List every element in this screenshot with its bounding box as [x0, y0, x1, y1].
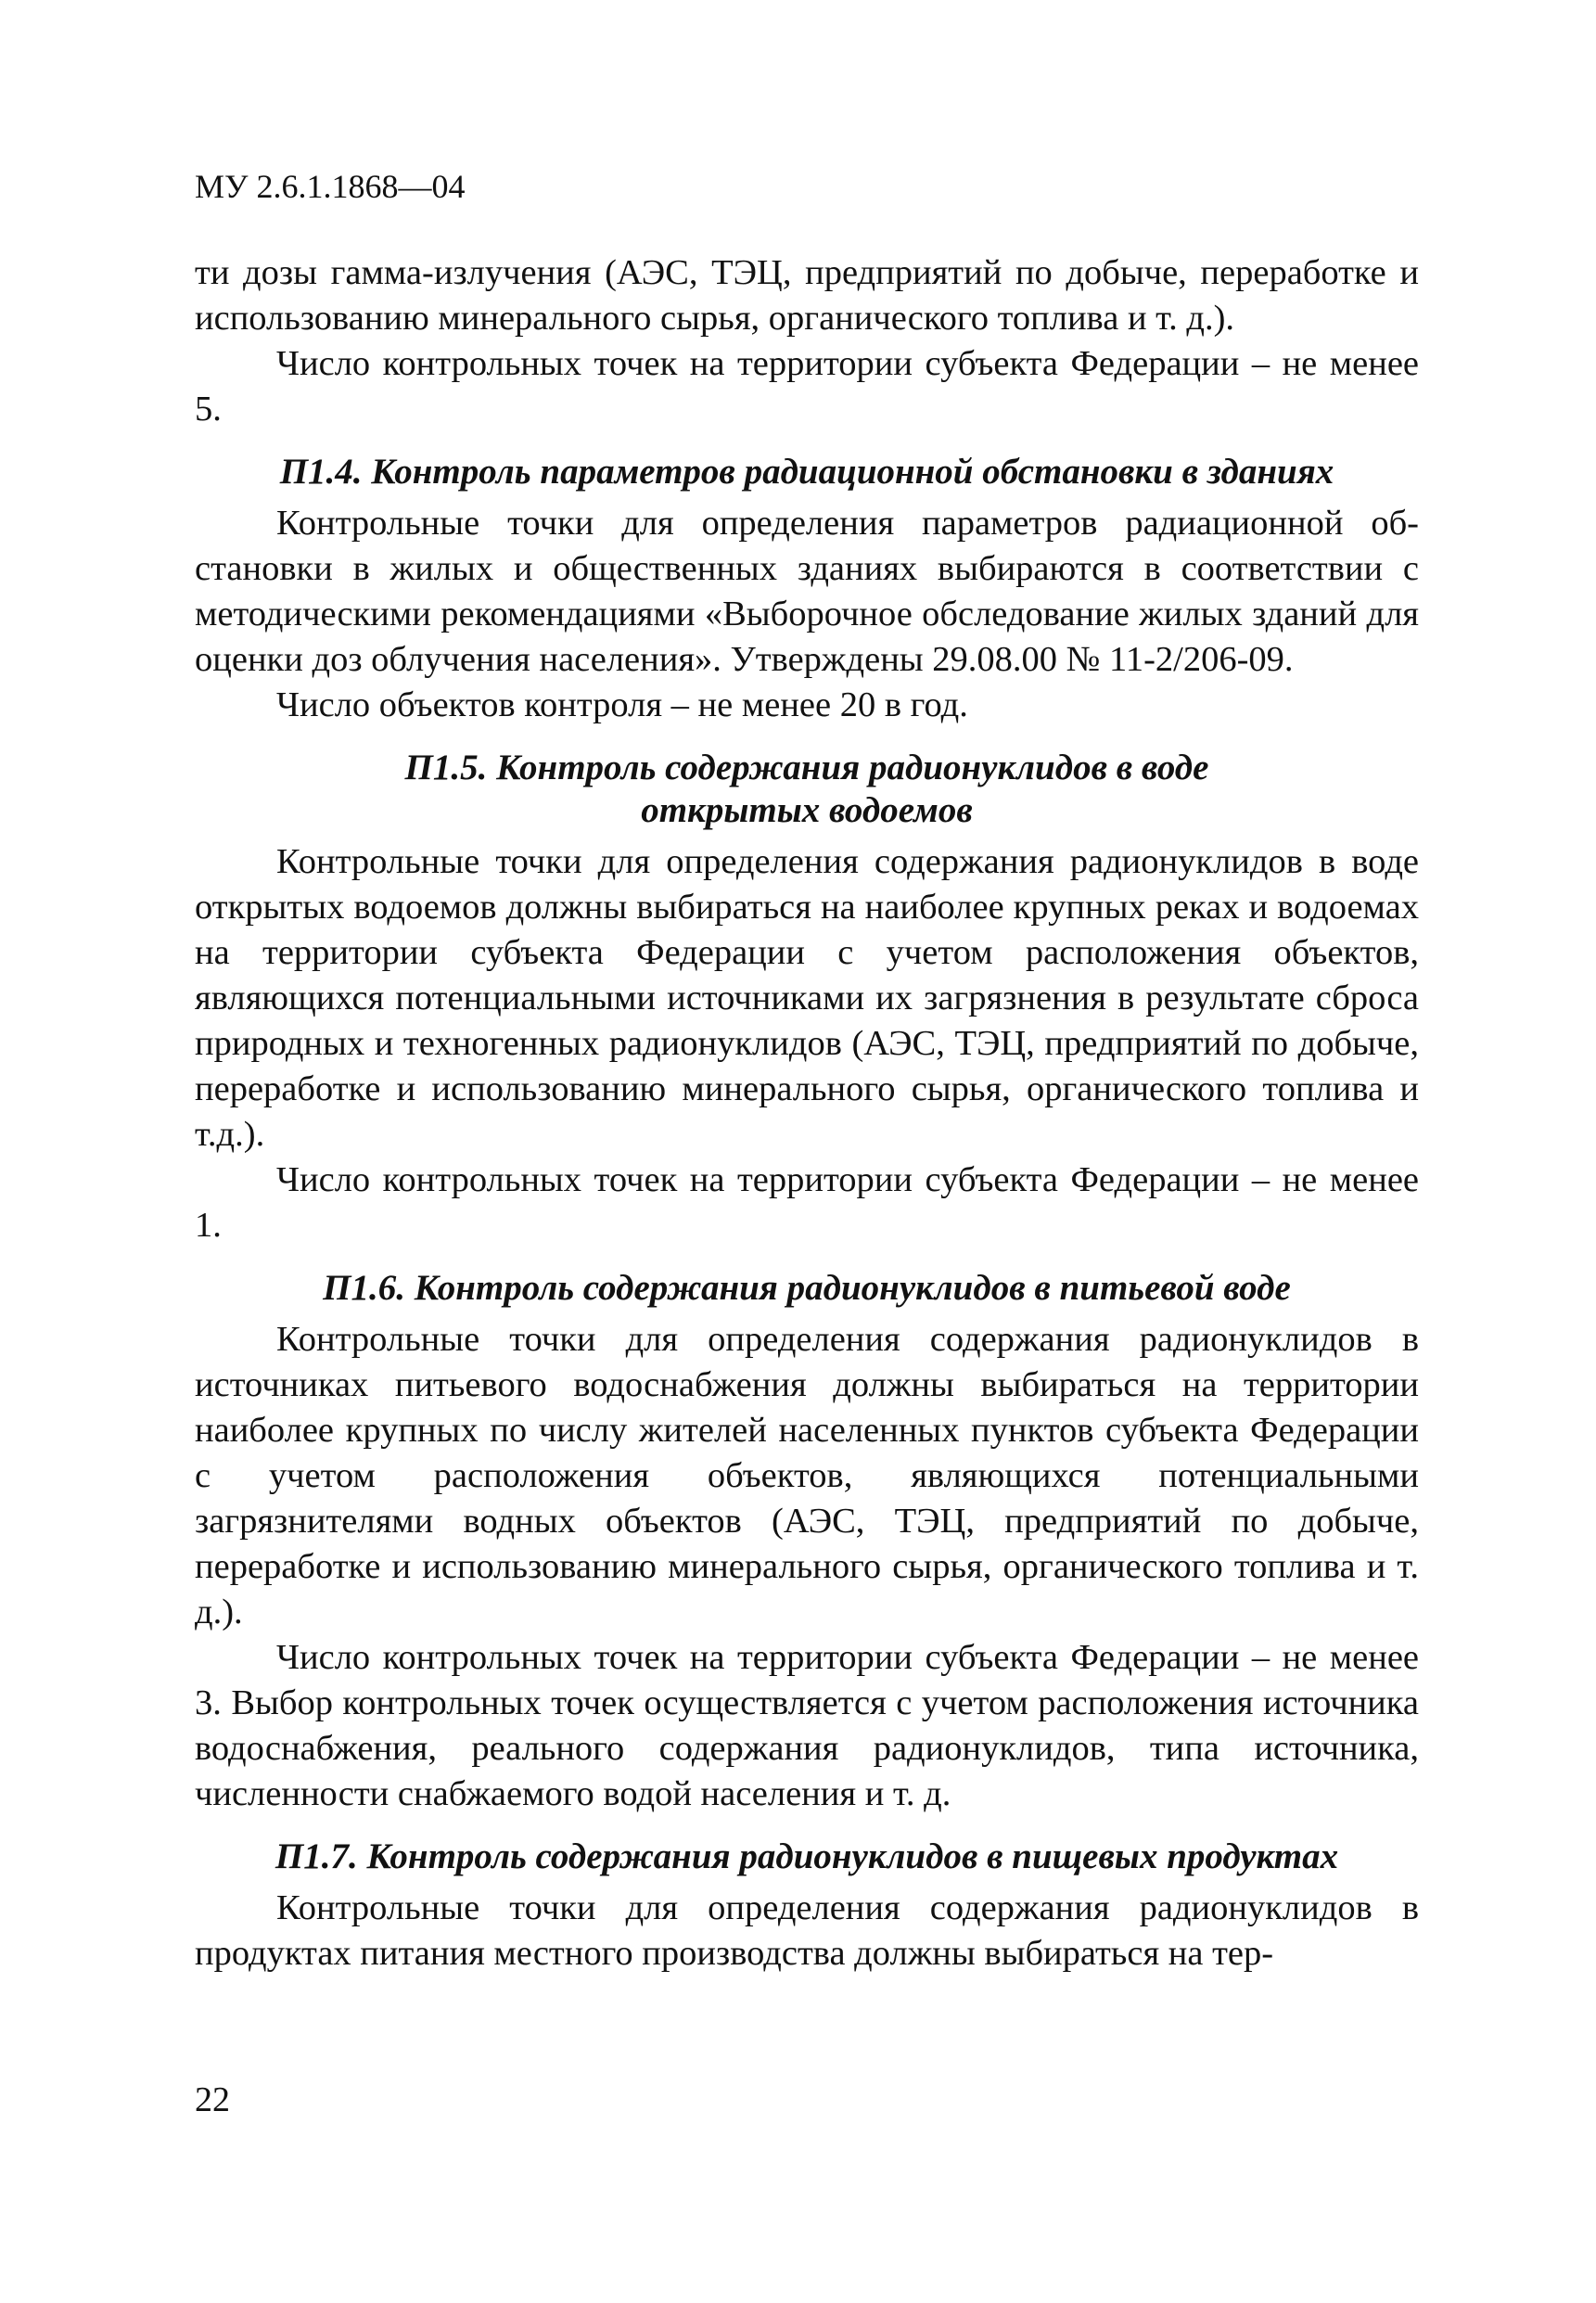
section-heading-line: П1.5. Контроль содержания радионуклидов в воде	[404, 748, 1209, 787]
paragraph: Контрольные точки для определения содержания радионуклидов в источниках питьевого водоснабжения должны выбираться на территории наиболее крупных по числу жителей населенных пунктов субъекта Федерации с учетом расположения объектов, являющихся потенциальными загрязнителями водных объектов (АЭС, ТЭЦ, предприятий по добыче, переработке и использованию минерального сырья, органического топлива и т. д.).	[195, 1320, 1419, 1631]
document-code-header: МУ 2.6.1.1868—04	[195, 168, 466, 205]
section-heading-p1-5	[195, 747, 1419, 832]
paragraph: Число контрольных точек на территории субъекта Федерации – не менее 3. Выбор контрольных точек осуществляется с учетом расположения источника водоснабжения, реального содержания радионуклидов, типа источника, численности снабжаемого водой населения и т. д.	[195, 1638, 1419, 1813]
section-heading-line: открытых водоемов	[641, 790, 973, 830]
paragraph: Число контрольных точек на территории субъекта Федерации – не менее 1.	[195, 1160, 1419, 1245]
section-heading-p1-7: П1.7. Контроль содержания радионуклидов в пищевых продуктах	[275, 1836, 1339, 1876]
page-body	[195, 250, 1419, 1977]
page-number: 22	[195, 2080, 230, 2119]
paragraph: Число объектов контроля – не менее 20 в год.	[276, 685, 968, 724]
paragraph: Контрольные точки для определения содержания радионуклидов в продуктах питания местного производства должны выбираться на тер-	[195, 1888, 1419, 1973]
section-heading-p1-4: П1.4. Контроль параметров радиационной обстановки в зданиях	[279, 452, 1334, 492]
paragraph: Контрольные точки для определения содержания радионуклидов в воде открытых водоемов должны выбираться на наиболее крупных реках и водоемах на территории субъекта Федерации с учетом расположения объектов, являющихся потенциальными источниками их загрязнения в результате сброса природных и техногенных радионуклидов (АЭС, ТЭЦ, предприятий по добыче, переработке и использованию минерального сырья, органического топлива и т.д.).	[195, 842, 1419, 1154]
section-heading-p1-6: П1.6. Контроль содержания радионуклидов в питьевой воде	[323, 1268, 1291, 1308]
paragraph: ти дозы гамма-излучения (АЭС, ТЭЦ, предприятий по добыче, переработке и использованию минерального сырья, органического топлива и т. д.).	[195, 253, 1419, 338]
paragraph: Число контрольных точек на территории субъекта Федерации – не менее 5.	[195, 344, 1419, 429]
paragraph: Контрольные точки для определения параметров радиационной обстановки в жилых и общественных зданиях выбираются в соответствии с методическими рекомендациями «Выборочное обследование жилых зданий для оценки доз облучения населения». Утверждены 29.08.00 № 11-2/206-09.	[195, 504, 1419, 679]
